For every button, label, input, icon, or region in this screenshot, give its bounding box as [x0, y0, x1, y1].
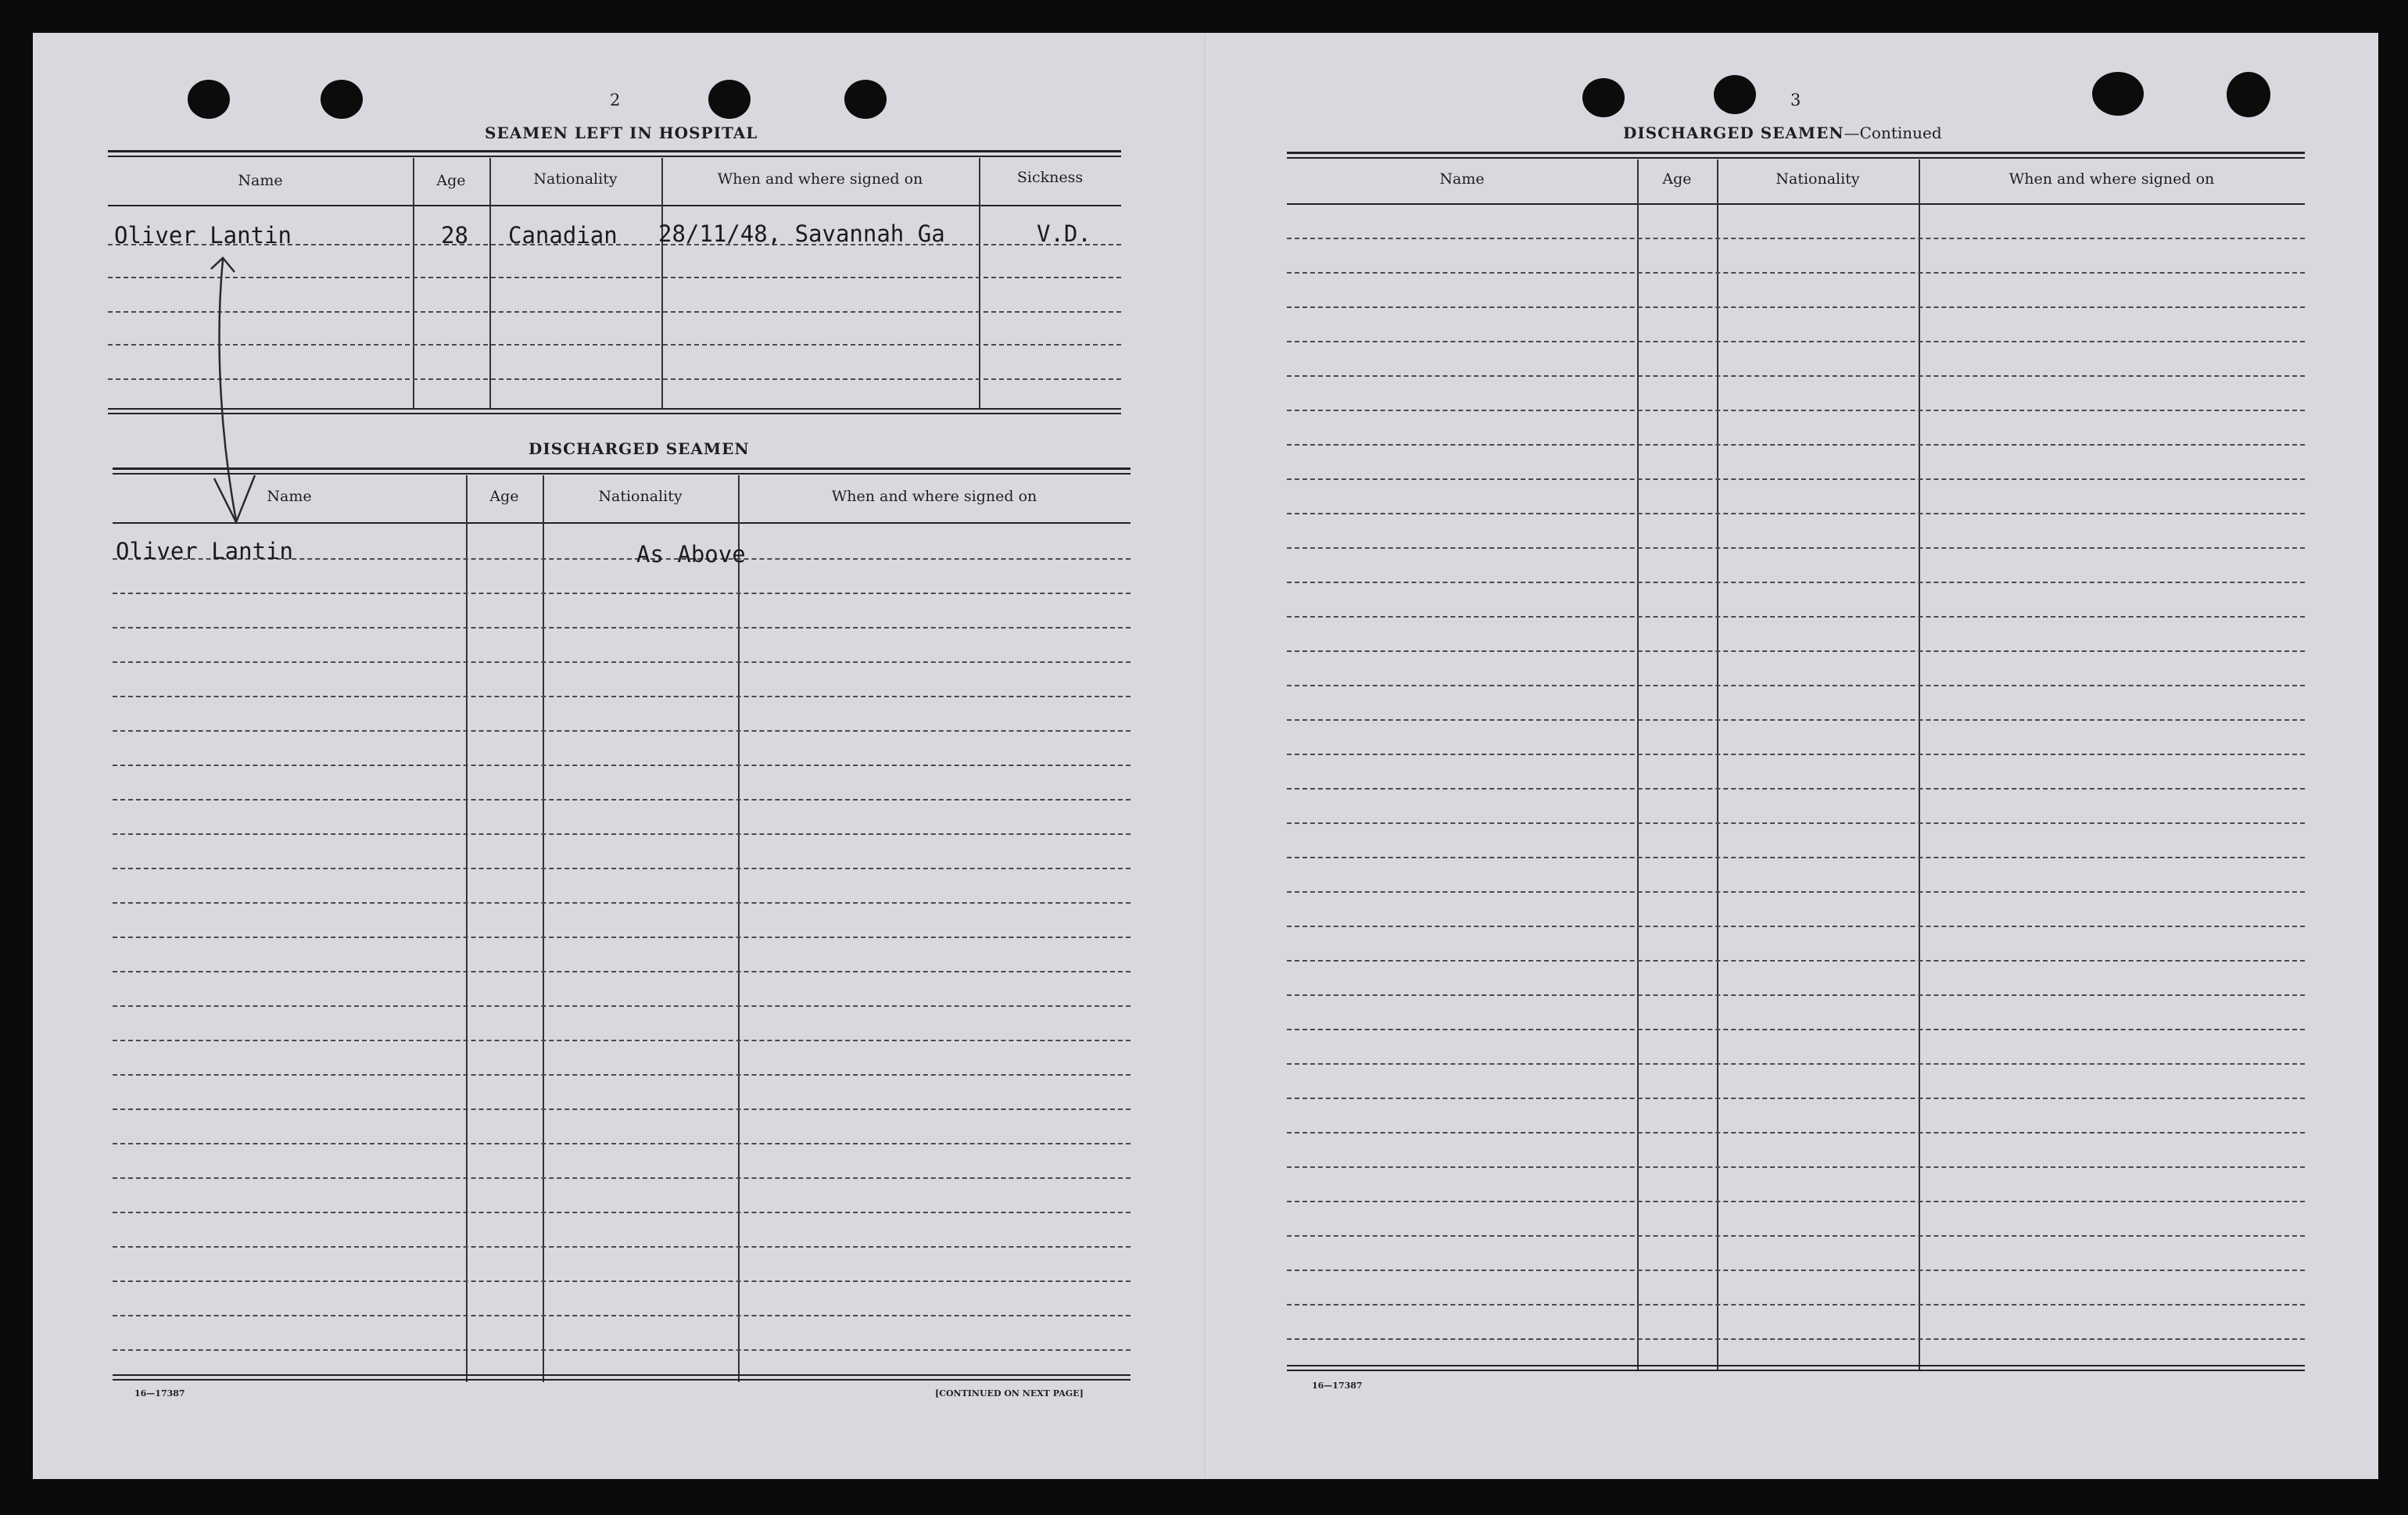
discharged-nationality-value: As Above	[636, 541, 746, 568]
punch-hole	[2227, 72, 2270, 117]
punch-hole	[1714, 75, 1756, 114]
punch-hole	[188, 80, 230, 119]
title-text: DISCHARGED SEAMEN	[1623, 124, 1844, 142]
discharged-title: DISCHARGED SEAMEN	[529, 439, 750, 458]
column-header-name: Name	[267, 488, 312, 505]
continued-note: [CONTINUED ON NEXT PAGE]	[935, 1388, 1084, 1399]
page-fold	[1204, 33, 1206, 1479]
hospital-age-value: 28	[441, 222, 468, 249]
hospital-signed-on-value: 28/11/48, Savannah Ga	[658, 220, 945, 247]
title-suffix: —Continued	[1844, 124, 1942, 142]
hospital-name-value: Oliver Lantin	[114, 222, 292, 249]
column-header-signed-on: When and where signed on	[2008, 170, 2215, 188]
column-header-age: Age	[489, 488, 519, 505]
hospital-nationality-value: Canadian	[508, 222, 618, 249]
column-header-name: Name	[1439, 170, 1485, 188]
page-number: 2	[610, 91, 621, 109]
form-number: 16—17387	[134, 1388, 185, 1399]
column-header-age: Age	[1662, 170, 1692, 188]
discharged-continued-table	[1287, 152, 2305, 1371]
column-header-sickness: Sickness	[1016, 169, 1084, 186]
punch-hole	[708, 80, 751, 119]
column-header-signed-on: When and where signed on	[717, 170, 923, 188]
punch-hole	[1582, 78, 1625, 117]
punch-hole	[321, 80, 363, 119]
column-header-name: Name	[238, 172, 283, 189]
column-header-nationality: Nationality	[1776, 170, 1860, 188]
column-header-nationality: Nationality	[598, 488, 683, 505]
hospital-table	[108, 150, 1121, 416]
hospital-sickness-value: V.D.	[1037, 220, 1091, 247]
discharged-table	[113, 467, 1131, 1382]
discharged-name-value: Oliver Lantin	[116, 538, 293, 564]
form-number: 16—17387	[1312, 1381, 1363, 1391]
punch-hole	[2092, 72, 2144, 116]
column-header-signed-on: When and where signed on	[831, 488, 1037, 505]
discharged-continued-title	[1623, 124, 1942, 142]
page-number: 3	[1790, 91, 1801, 109]
column-header-nationality: Nationality	[533, 170, 618, 188]
hospital-title: SEAMEN LEFT IN HOSPITAL	[485, 124, 758, 142]
punch-hole	[844, 80, 887, 119]
column-header-age: Age	[436, 172, 466, 189]
